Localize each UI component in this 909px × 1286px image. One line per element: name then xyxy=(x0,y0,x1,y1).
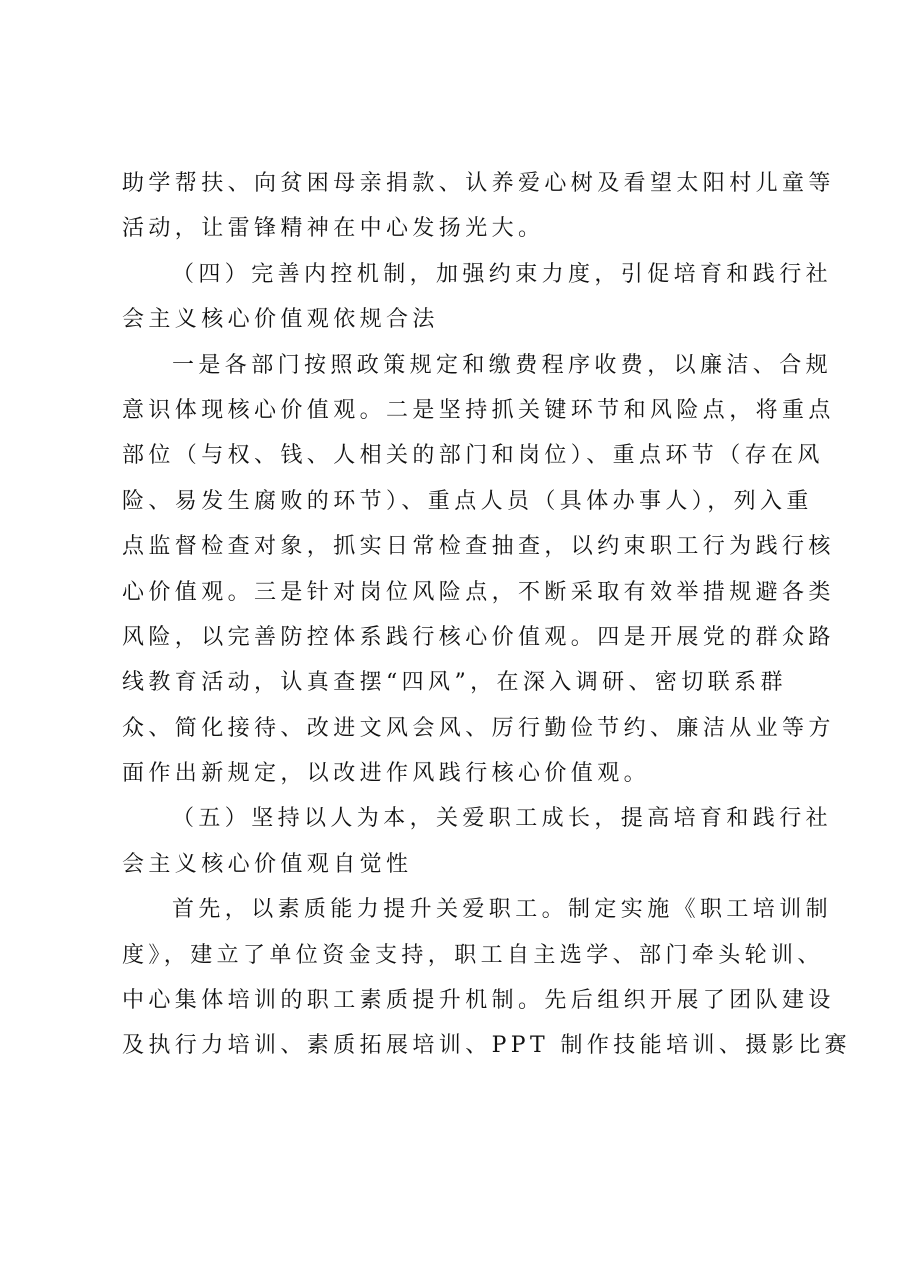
text-line: 意识体现核心价值观。二是坚持抓关键环节和风险点，将重点 xyxy=(122,397,835,423)
text-line: 一是各部门按照政策规定和缴费程序收费，以廉洁、合规 xyxy=(172,352,833,378)
text-line: 活动，让雷锋精神在中心发扬光大。 xyxy=(122,216,545,242)
text-line: 风险，以完善防控体系践行核心价值观。四是开展党的群众路 xyxy=(122,624,835,650)
section-heading-line: （四）完善内控机制，加强约束力度，引促培育和践行社 xyxy=(172,261,833,287)
text-line: 险、易发生腐败的环节）、重点人员（具体办事人），列入重 xyxy=(122,488,813,514)
section-heading-line: （五）坚持以人为本，关爱职工成长，提高培育和践行社 xyxy=(172,806,833,832)
text-line: 众、简化接待、改进文风会风、厉行勤俭节约、廉洁从业等方 xyxy=(122,715,835,741)
text-line: 线教育活动，认真查摆“四风”，在深入调研、密切联系群 xyxy=(122,670,787,696)
text-line: 面作出新规定，以改进作风践行核心价值观。 xyxy=(122,761,651,787)
text-line: 度》，建立了单位资金支持，职工自主选学、部门牵头轮训、 xyxy=(122,942,824,968)
text-line: 点监督检查对象，抓实日常检查抽查，以约束职工行为践行核 xyxy=(122,534,835,560)
text-line: 部位（与权、钱、人相关的部门和岗位）、重点环节（存在风 xyxy=(122,443,824,469)
text-line: 心价值观。三是针对岗位风险点，不断采取有效举措规避各类 xyxy=(122,579,835,605)
text-line: 中心集体培训的职工素质提升机制。先后组织开展了团队建设 xyxy=(122,988,835,1014)
section-heading-line: 会主义核心价值观依规合法 xyxy=(122,307,439,333)
text-line: 及执行力培训、素质拓展培训、PPT 制作技能培训、摄影比赛 xyxy=(122,1033,851,1059)
section-heading-line: 会主义核心价值观自觉性 xyxy=(122,851,413,877)
document-body xyxy=(122,161,851,1069)
text-line: 首先，以素质能力提升关爱职工。制定实施《职工培训制 xyxy=(172,897,833,923)
text-line: 助学帮扶、向贫困母亲捐款、认养爱心树及看望太阳村儿童等 xyxy=(122,171,835,196)
